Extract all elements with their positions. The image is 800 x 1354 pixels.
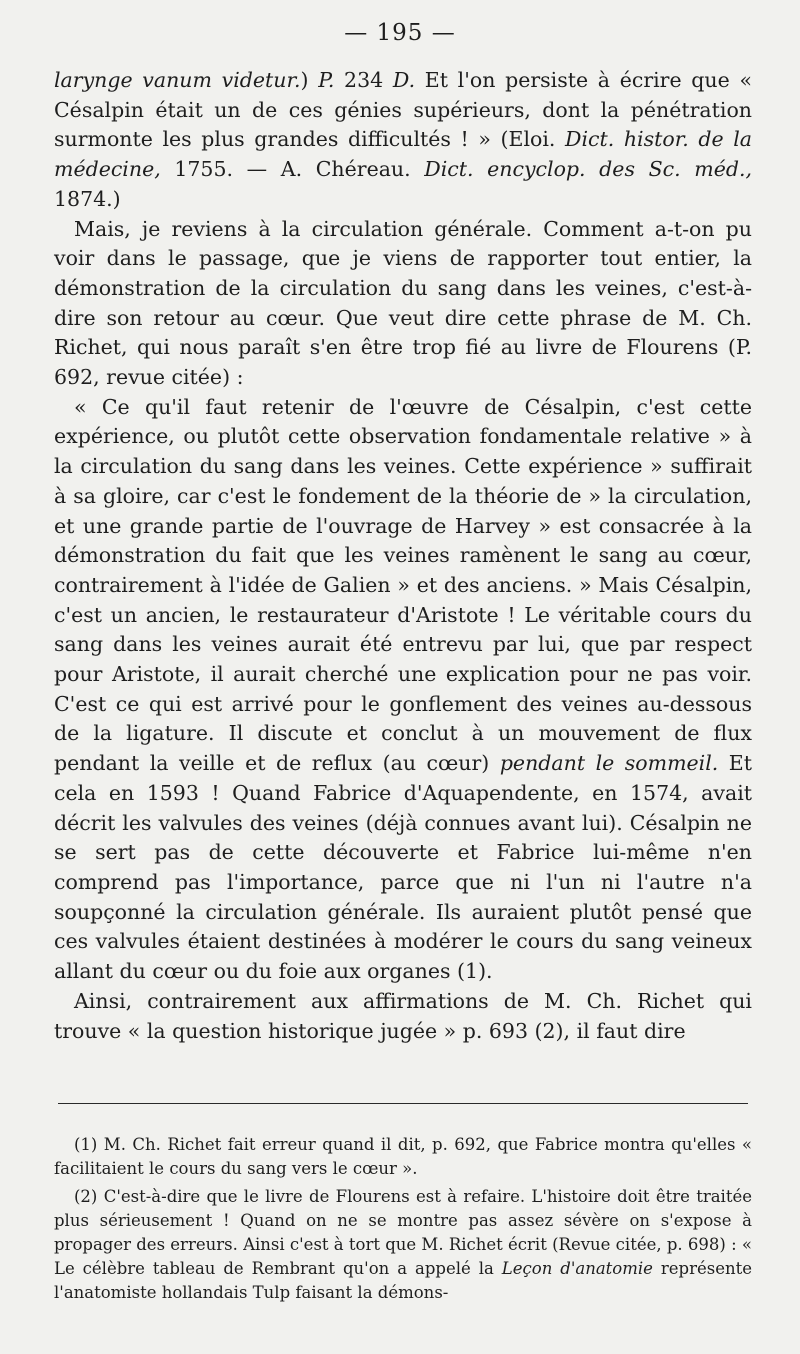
paragraph-2 xyxy=(54,215,752,393)
footnote-separator xyxy=(58,1103,748,1104)
footnote-1 xyxy=(54,1133,752,1181)
text-run: pendant le sommeil. xyxy=(499,751,719,776)
text-run: larynge vanum videtur. xyxy=(54,68,301,92)
text-run: Ainsi, contrairement aux affirmations de M. Ch. Richet qui trouve « la question historique jugée » p. 693 (2), il faut dire xyxy=(54,988,752,1043)
text-run: Dict. encyclop. des Sc. méd., xyxy=(424,157,752,182)
text-run: P. xyxy=(318,68,335,92)
text-run: (2) C'est-à-dire que le livre de Flourens est à refaire. L'histoire doit être traitée plus sérieusement ! Quand on ne se montre pas assez sévère on s'expose à propager des erreurs. Ainsi c'est à tort que M. Richet écrit (Revue citée, p. 698) : « Le célèbre tableau de Rembrant qu'on a appelé la xyxy=(54,1187,752,1278)
text-run: 1755. — A. Chéreau. xyxy=(160,157,425,182)
text-run: Leçon d'anatomie xyxy=(501,1259,653,1278)
body-text xyxy=(54,66,752,1046)
page-number: — 195 — xyxy=(344,20,456,46)
text-run: (1) M. Ch. Richet fait erreur quand il dit, p. 692, que Fabrice montra qu'elles « facilitaient le cours du sang vers le cœur ». xyxy=(54,1135,752,1178)
text-run: D. xyxy=(392,68,416,92)
paragraph-3 xyxy=(54,393,752,987)
paragraph-4 xyxy=(54,987,752,1046)
footnotes xyxy=(54,1133,752,1309)
footnote-2 xyxy=(54,1185,752,1305)
text-run: représente l'anatomiste hollandais Tulp faisant la démons- xyxy=(54,1259,753,1302)
text-run: Mais, je reviens à la circulation générale. Comment a-t-on pu voir dans le passage, que je viens de rapporter tout entier, la démonstration de la circulation du sang dans les veines, c'est-à-dire son retour au cœur. Que veut dire cette phrase de M. Ch. Richet, qui nous paraît s'en être trop fié au livre de Flourens (P. 692, revue citée) : xyxy=(54,216,752,390)
text-run: 234 xyxy=(334,68,393,92)
text-run: Dict. histor. de la médecine, xyxy=(54,127,753,182)
text-run: « Ce qu'il faut retenir de l'œuvre de Césalpin, c'est cette expérience, ou plutôt cette observation fondamentale relative » à la circulation du sang dans les veines. Cette expérience » suffirait à sa gloire, car c'est le fondement de la théorie de » la circulation, et une grande partie de l'ouvrage de Harvey » est consacrée à la démonstration du fait que les veines ramènent le sang au cœur, contrairement à l'idée de Galien » et des anciens. » Mais Césalpin, c'est un ancien, le restaurateur d'Aristote ! Le véritable cours du sang dans les veines aurait été entrevu par lui, que par respect pour Aristote, il aurait cherché une explication pour ne pas voir. C'est ce qui est arrivé pour le gonflement des veines au-dessous de la ligature. Il discute et conclut à un mouvement de flux pendant la veille et de reflux (au cœur) xyxy=(54,394,752,776)
text-run: Et l'on persiste à écrire que « Césalpin était un de ces génies supérieurs, dont la pénétration surmonte les plus grandes difficultés ! » (Eloi. xyxy=(54,68,752,152)
paragraph-1 xyxy=(54,66,752,215)
text-run: 1874.) xyxy=(54,186,121,211)
text-run: ) xyxy=(300,68,319,92)
text-run: Et cela en 1593 ! Quand Fabrice d'Aquapendente, en 1574, avait décrit les valvules des veines (déjà connues avant lui). Césalpin ne se sert pas de cette découverte et Fabrice lui-même n'en comprend pas l'importance, parce que ni l'un ni l'autre n'a soupçonné la circulation générale. Ils auraient plutôt pensé que ces valvules étaient destinées à modérer le cours du sang veineux allant du cœur ou du foie aux organes (1). xyxy=(54,751,752,984)
